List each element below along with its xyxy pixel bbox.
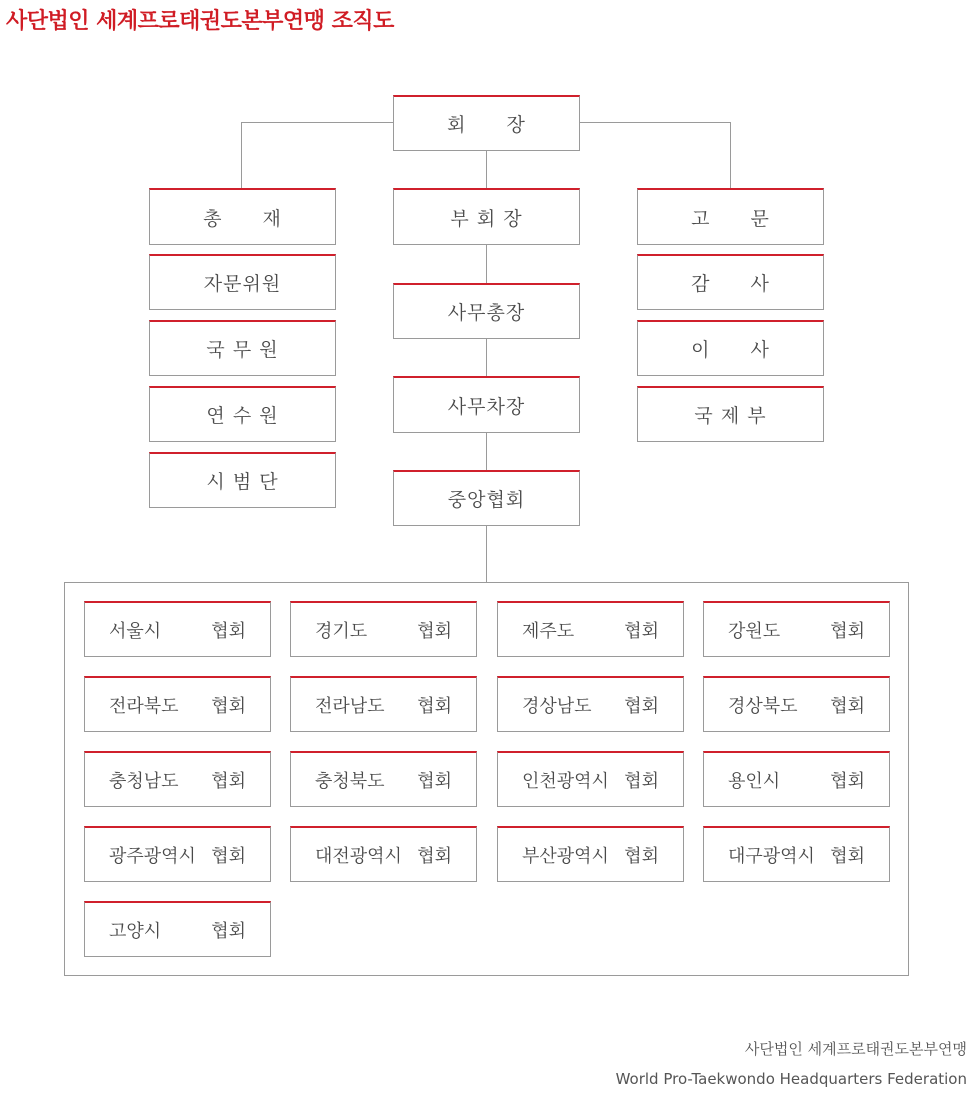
connector-line — [241, 122, 242, 189]
association-suffix: 협회 — [417, 771, 452, 792]
association-box — [84, 826, 271, 882]
right-node: 이 사 — [637, 320, 824, 376]
association-suffix: 협회 — [624, 696, 659, 717]
association-box — [703, 676, 890, 732]
association-name: 전라북도 — [109, 696, 179, 717]
association-suffix: 협회 — [830, 846, 865, 867]
president-box: 회 장 — [393, 95, 580, 151]
association-name: 충청북도 — [315, 771, 385, 792]
association-name: 전라남도 — [315, 696, 385, 717]
association-name: 경상남도 — [522, 696, 592, 717]
association-box — [84, 601, 271, 657]
association-name: 부산광역시 — [522, 846, 609, 867]
center-node: 부 회 장 — [393, 188, 580, 245]
association-box — [84, 751, 271, 807]
association-suffix: 협회 — [211, 921, 246, 942]
association-box — [290, 826, 477, 882]
page-title: 사단법인 세계프로태권도본부연맹 조직도 — [6, 9, 394, 34]
left-node: 연 수 원 — [149, 386, 336, 442]
right-node: 감 사 — [637, 254, 824, 310]
association-box — [703, 751, 890, 807]
connector-line — [241, 122, 393, 123]
association-box — [290, 676, 477, 732]
association-box — [84, 676, 271, 732]
association-suffix: 협회 — [624, 846, 659, 867]
connector-line — [579, 122, 731, 123]
association-box — [290, 751, 477, 807]
association-name: 인천광역시 — [522, 771, 609, 792]
association-suffix: 협회 — [417, 696, 452, 717]
association-box — [497, 676, 684, 732]
footer-korean: 사단법인 세계프로태권도본부연맹 — [744, 1040, 967, 1058]
association-suffix: 협회 — [624, 771, 659, 792]
association-name: 고양시 — [109, 921, 162, 942]
association-name: 대구광역시 — [728, 846, 815, 867]
association-name: 광주광역시 — [109, 846, 196, 867]
left-node: 국 무 원 — [149, 320, 336, 376]
association-suffix: 협회 — [830, 696, 865, 717]
association-name: 경기도 — [315, 621, 368, 642]
association-suffix: 협회 — [417, 846, 452, 867]
left-node: 총 재 — [149, 188, 336, 245]
association-box — [497, 601, 684, 657]
association-box — [497, 826, 684, 882]
center-node: 중앙협회 — [393, 470, 580, 526]
association-box — [290, 601, 477, 657]
association-box — [703, 601, 890, 657]
association-suffix: 협회 — [830, 621, 865, 642]
association-name: 강원도 — [728, 621, 781, 642]
association-box — [703, 826, 890, 882]
center-node: 사무차장 — [393, 376, 580, 433]
right-node: 국 제 부 — [637, 386, 824, 442]
association-name: 용인시 — [728, 771, 781, 792]
association-box — [497, 751, 684, 807]
footer-english: World Pro-Taekwondo Headquarters Federation — [615, 1070, 967, 1088]
association-suffix: 협회 — [211, 846, 246, 867]
connector-line — [730, 122, 731, 189]
association-name: 대전광역시 — [315, 846, 402, 867]
association-name: 제주도 — [522, 621, 575, 642]
association-suffix: 협회 — [417, 621, 452, 642]
association-name: 서울시 — [109, 621, 162, 642]
association-suffix: 협회 — [211, 696, 246, 717]
center-node: 사무총장 — [393, 283, 580, 339]
association-box — [84, 901, 271, 957]
association-name: 경상북도 — [728, 696, 798, 717]
association-suffix: 협회 — [624, 621, 659, 642]
association-name: 충청남도 — [109, 771, 179, 792]
association-suffix: 협회 — [211, 621, 246, 642]
left-node: 자문위원 — [149, 254, 336, 310]
association-suffix: 협회 — [830, 771, 865, 792]
right-node: 고 문 — [637, 188, 824, 245]
association-suffix: 협회 — [211, 771, 246, 792]
left-node: 시 범 단 — [149, 452, 336, 508]
